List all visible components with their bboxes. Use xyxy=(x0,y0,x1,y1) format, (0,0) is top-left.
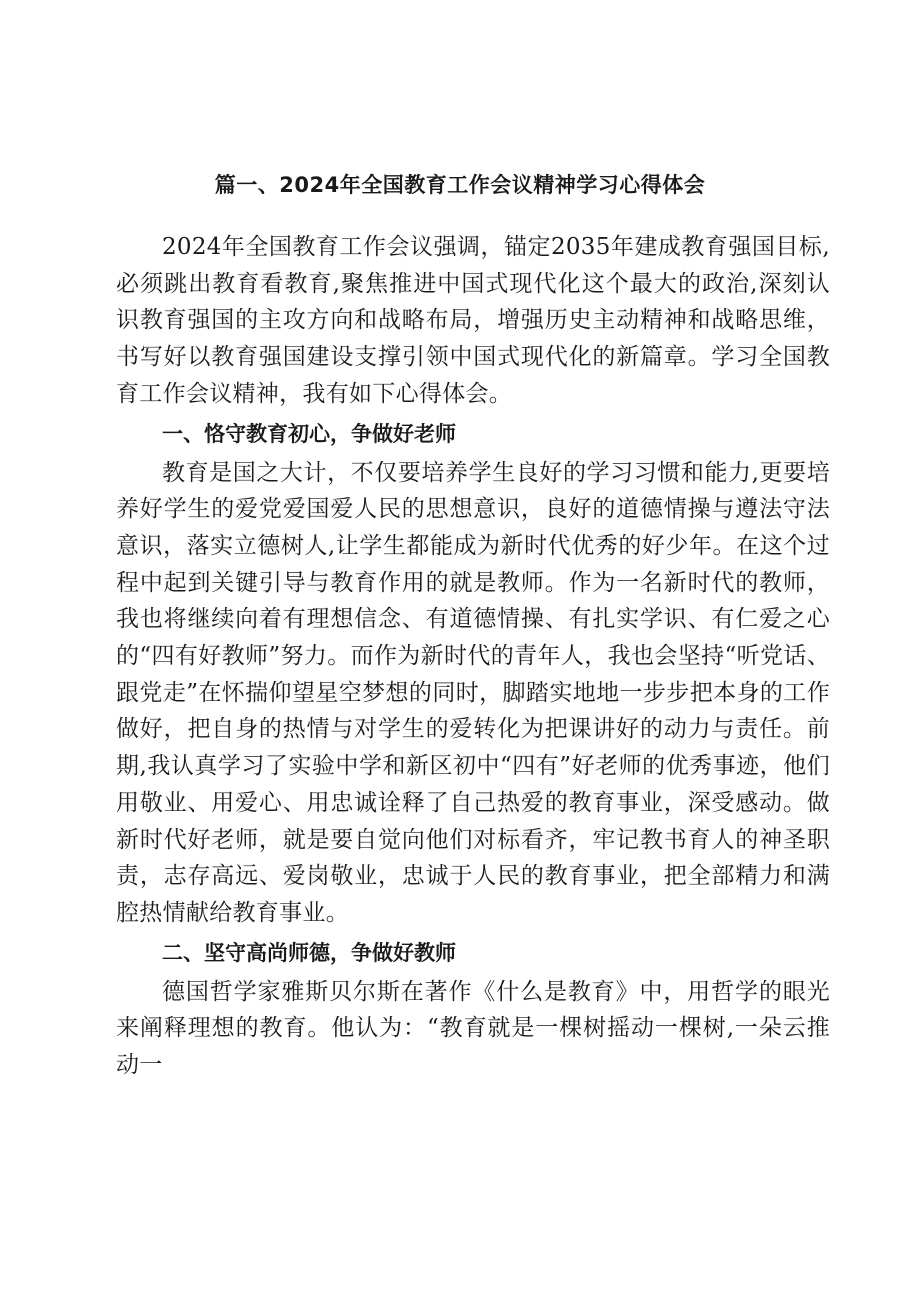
document-body xyxy=(116,229,830,1084)
document-title: 篇一、2024年全国教育工作会议精神学习心得体会 xyxy=(214,173,706,197)
intro-paragraph: 2024年全国教育工作会议强调，锚定2035年建成教育强国目标,必须跳出教育看教育,聚焦推进中国式现代化这个最大的政治,深刻认识教育强国的主攻方向和战略布局，增强历史主动精神和战略思维，书写好以教育强国建设支撑引领中国式现代化的新篇章。学习全国教育工作会议精神，我有如下心得体会。 xyxy=(116,234,830,407)
section-1-paragraph: 教育是国之大计，不仅要培养学生良好的学习习惯和能力,更要培养好学生的爱党爱国爱人民的思想意识，良好的道德情操与遵法守法意识，落实立德树人,让学生都能成为新时代优秀的好少年。在这个过程中起到关键引导与教育作用的就是教师。作为一名新时代的教师，我也将继续向着有理想信念、有道德情操、有扎实学识、有仁爱之心的“四有好教师”努力。而作为新时代的青年人，我也会坚持“听党话、跟党走”在怀揣仰望星空梦想的同时，脚踏实地地一步步把本身的工作做好，把自身的热情与对学生的爱转化为把课讲好的动力与责任。前期,我认真学习了实验中学和新区初中“四有”好老师的优秀事迹，他们用敬业、用爱心、用忠诚诠释了自己热爱的教育事业，深受感动。做新时代好老师，就是要自觉向他们对标看齐，牢记教书育人的神圣职责，志存高远、爱岗敬业，忠诚于人民的教育事业，把全部精力和满腔热情献给教育事业。 xyxy=(116,459,830,926)
section-2-heading: 二、坚守高尚师德，争做好教师 xyxy=(162,940,456,965)
section-1-heading: 一、恪守教育初心，争做好老师 xyxy=(162,421,456,446)
section-2-paragraph: 德国哲学家雅斯贝尔斯在著作《什么是教育》中，用哲学的眼光来阐释理想的教育。他认为：“教育就是一棵树摇动一棵树,一朵云推动一 xyxy=(116,978,830,1079)
